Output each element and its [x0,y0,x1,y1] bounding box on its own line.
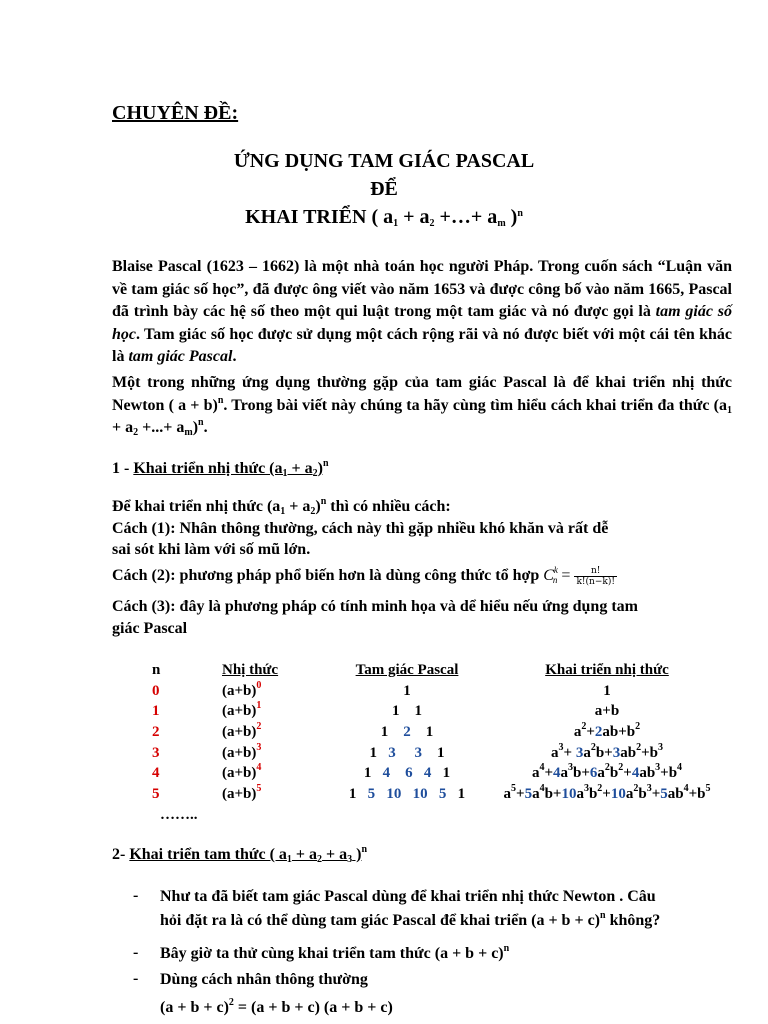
table-row: 5 $(a+b)^5$ 1 5 10 10 5 1 $a^5+5a^4b+10a^3b^2+10a^2b^3+5ab^4+b^5$ [152,782,711,802]
method-3-line-2: giác Pascal [112,620,188,637]
methods-intro: Để khai triển nhị thức $(a_1 + a_2)^n$ thì có nhiều cách: [112,496,451,517]
pascal-table [140,660,722,826]
table-header-row [140,660,722,681]
section-1-heading: 1 - Khai triển nhị thức $(a_1 + a_2)^n$ [112,458,329,479]
bullet-dash: - [133,944,139,961]
table-row: …….. [160,806,198,823]
table-row: 0 $(a+b)^0$ 1 1 [152,679,611,699]
heading: CHUYÊN ĐỀ: [112,102,239,124]
bullet-dash: - [133,970,139,987]
header-pascal: Tam giác Pascal [355,661,459,678]
table-row: 3 $(a+b)^3$ 1 3 3 1 $a^3+ 3a^2b+3ab^2+b^3$ [152,741,663,761]
equation-line: $(a + b + c)^2 = (a + b + c)$ (a + b + c) [160,997,393,1016]
method-1-line-2: sai sót khi làm với số mũ lớn. [112,541,311,558]
title-line-2: ĐỂ [370,178,398,200]
method-3-line-1: Cách (3): đây là phương pháp có tính minh họa và dể hiểu nếu ứng dụng tam [112,598,638,615]
bullet-1: Như ta đã biết tam giác Pascal dùng để khai triển nhị thức Newton . Câu hỏi đặt ra là có thể dùng tam giác Pascal để khai triển $(a + b + c)^n$ không? [160,888,661,929]
bullet-3: Dùng cách nhân thông thường [160,971,368,988]
header-expansion: Khai triển nhị thức [545,661,669,678]
title-line-1: ỨNG DỤNG TAM GIÁC PASCAL [233,150,535,172]
header-n: n [152,661,161,678]
method-1-line-1: Cách (1): Nhân thông thường, cách này thì gặp nhiều khó khăn và rất dễ [112,520,609,537]
section-2-heading: 2- Khai triển tam thức ( $a_1 + a_2 + a_3$ )$^n$ [112,844,368,865]
method-2: Cách (2): phương pháp phổ biến hơn là dùng công thức tổ hợp $C^k_n$ = $\frac{n!}{k!(n-k)!}$ [112,565,615,587]
paragraph-intro: Blaise Pascal (1623 – 1662) là một nhà toán học người Pháp. Trong cuốn sách “Luận văn về tam giác số học”, đã được ông viết vào năm 1653 và được công bố vào năm 1665, Pascal đã trình bày các hệ số theo một qui luật trong một tam giác và nó được gọi là tam giác số học. Tam giác số học được sử dụng một cách rộng rãi và nó được biết với một cái tên khác là tam giác Pascal. [112,258,732,365]
bullet-2: Bây giờ ta thử cùng khai triển tam thức $(a + b + c)^n$ [160,943,510,962]
combination-formula: $C^k_n$ [543,565,558,586]
table-row: 1 $(a+b)^1$ 1 1 a+b [152,700,620,720]
table-row: 4 $(a+b)^4$ 1 4 6 4 1 $a^4+4a^3b+6a^2b^2+4ab^3+b^4$ [152,762,683,782]
bullet-dash: - [133,887,139,904]
paragraph-application: Một trong những ứng dụng thường gặp của tam giác Pascal là để khai triển nhị thức Newton ( a + b)$^n$. Trong bài viết này chúng ta hãy cùng tìm hiểu cách khai triển đa thức ($a_1 + a_2$ +...+ $a_m)^n$. [112,374,733,438]
header-binomial: Nhị thức [222,661,279,678]
formula-fraction: $\frac{n!}{k!(n-k)!}$ [576,566,615,587]
title-line-3: KHAI TRIỂN ( $a_1 + a_2$ +…+ $a_m$ )$^n$ [245,206,523,229]
table-row: 2 $(a+b)^2$ 1 2 1 $a^2+2ab+b^2$ [152,720,641,740]
